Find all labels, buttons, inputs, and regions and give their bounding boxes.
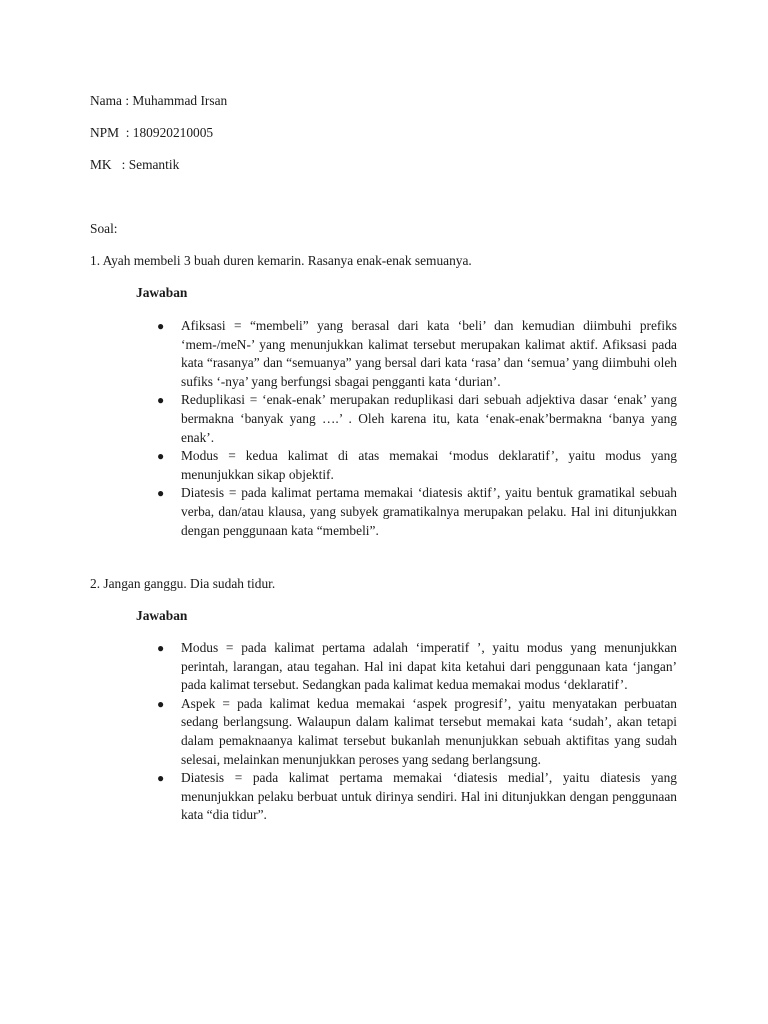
- question-1: 1. Ayah membeli 3 buah duren kemarin. Rasanya enak-enak semuanya.: [90, 253, 472, 268]
- answer-point: Diatesis = pada kalimat pertama memakai ‘diatesis aktif’, yaitu bentuk gramatikal sebuah verba, dan/atau klausa, yang subyek gramatikalnya merupakan pelaku. Hal ini ditunjukkan dengan penggunaan kata “membeli”.: [181, 485, 677, 538]
- answer-list-2: [155, 639, 677, 825]
- bullet-icon: ●: [157, 319, 165, 333]
- answer-point: Diatesis = pada kalimat pertama memakai ‘diatesis medial’, yaitu diatesis yang menunjukkan pelaku berbuat untuk dirinya sendiri. Hal ini ditunjukkan dengan penggunaan kata “dia tidur”.: [181, 770, 677, 823]
- list-item: [155, 639, 677, 695]
- answer-point: Aspek = pada kalimat kedua memakai ‘aspek progresif’, yaitu menyatakan perbuatan sedang berlangsung. Walaupun dalam kalimat tersebut memakai kata ‘sudah’, akan tetapi dalam pemaknaanya kalimat tersebut bukanlah menunjukkan sebuah aktifitas yang sudah selesai, melainkan menunjukkan peroses yang sedang berlangsung.: [181, 695, 677, 767]
- bullet-icon: ●: [157, 449, 165, 464]
- list-item: [155, 447, 677, 484]
- list-item: [155, 695, 677, 769]
- student-npm: NPM : 180920210005: [90, 125, 214, 140]
- question-2: 2. Jangan ganggu. Dia sudah tidur.: [90, 576, 276, 591]
- bullet-icon: ●: [157, 641, 165, 655]
- list-item: [155, 391, 677, 447]
- bullet-icon: ●: [157, 486, 165, 501]
- answer-point: Reduplikasi = ‘enak-enak’ merupakan reduplikasi dari sebuah adjektiva dasar ‘enak’ yang bermakna ‘banyak yang ….’ . Oleh karena itu, kata ‘enak-enak’bermakna ‘banya yang enak’.: [181, 392, 677, 445]
- answer-point: Modus = pada kalimat pertama adalah ‘imperatif ’, yaitu modus yang menunjukkan perintah, larangan, atau tegahan. Hal ini dapat kita ketahui dari penggunaan kata ‘jangan’ pada kalimat tersebut. Sedangkan pada kalimat kedua memakai modus ‘deklaratif’.: [181, 640, 677, 693]
- list-item: [155, 317, 677, 391]
- answer-list-1: [155, 317, 677, 540]
- list-item: [155, 769, 677, 825]
- soal-label: Soal:: [90, 221, 118, 236]
- student-name: Nama : Muhammad Irsan: [90, 93, 228, 108]
- answer-label-1: Jawaban: [136, 285, 188, 300]
- answer-label-2: Jawaban: [136, 608, 188, 623]
- answer-point: Afiksasi = “membeli” yang berasal dari kata ‘beli’ dan kemudian diimbuhi prefiks ‘mem-/meN-’ yang menunjukkan kalimat tersebut merupakan kalimat aktif. Afiksasi pada kata “rasanya” dan “semuanya” yang bersal dari kata ‘rasa’ dan ‘semua’ yang diimbuhi oleh sufiks ‘-nya’ yang berfungsi sbagai pengganti kata ‘durian’.: [181, 318, 677, 389]
- bullet-icon: ●: [157, 393, 165, 408]
- course-name: MK : Semantik: [90, 157, 180, 172]
- list-item: [155, 484, 677, 540]
- answer-point: Modus = kedua kalimat di atas memakai ‘modus deklaratif’, yaitu modus yang menunjukkan sikap objektif.: [181, 448, 677, 482]
- bullet-icon: ●: [157, 696, 165, 711]
- bullet-icon: ●: [157, 771, 165, 786]
